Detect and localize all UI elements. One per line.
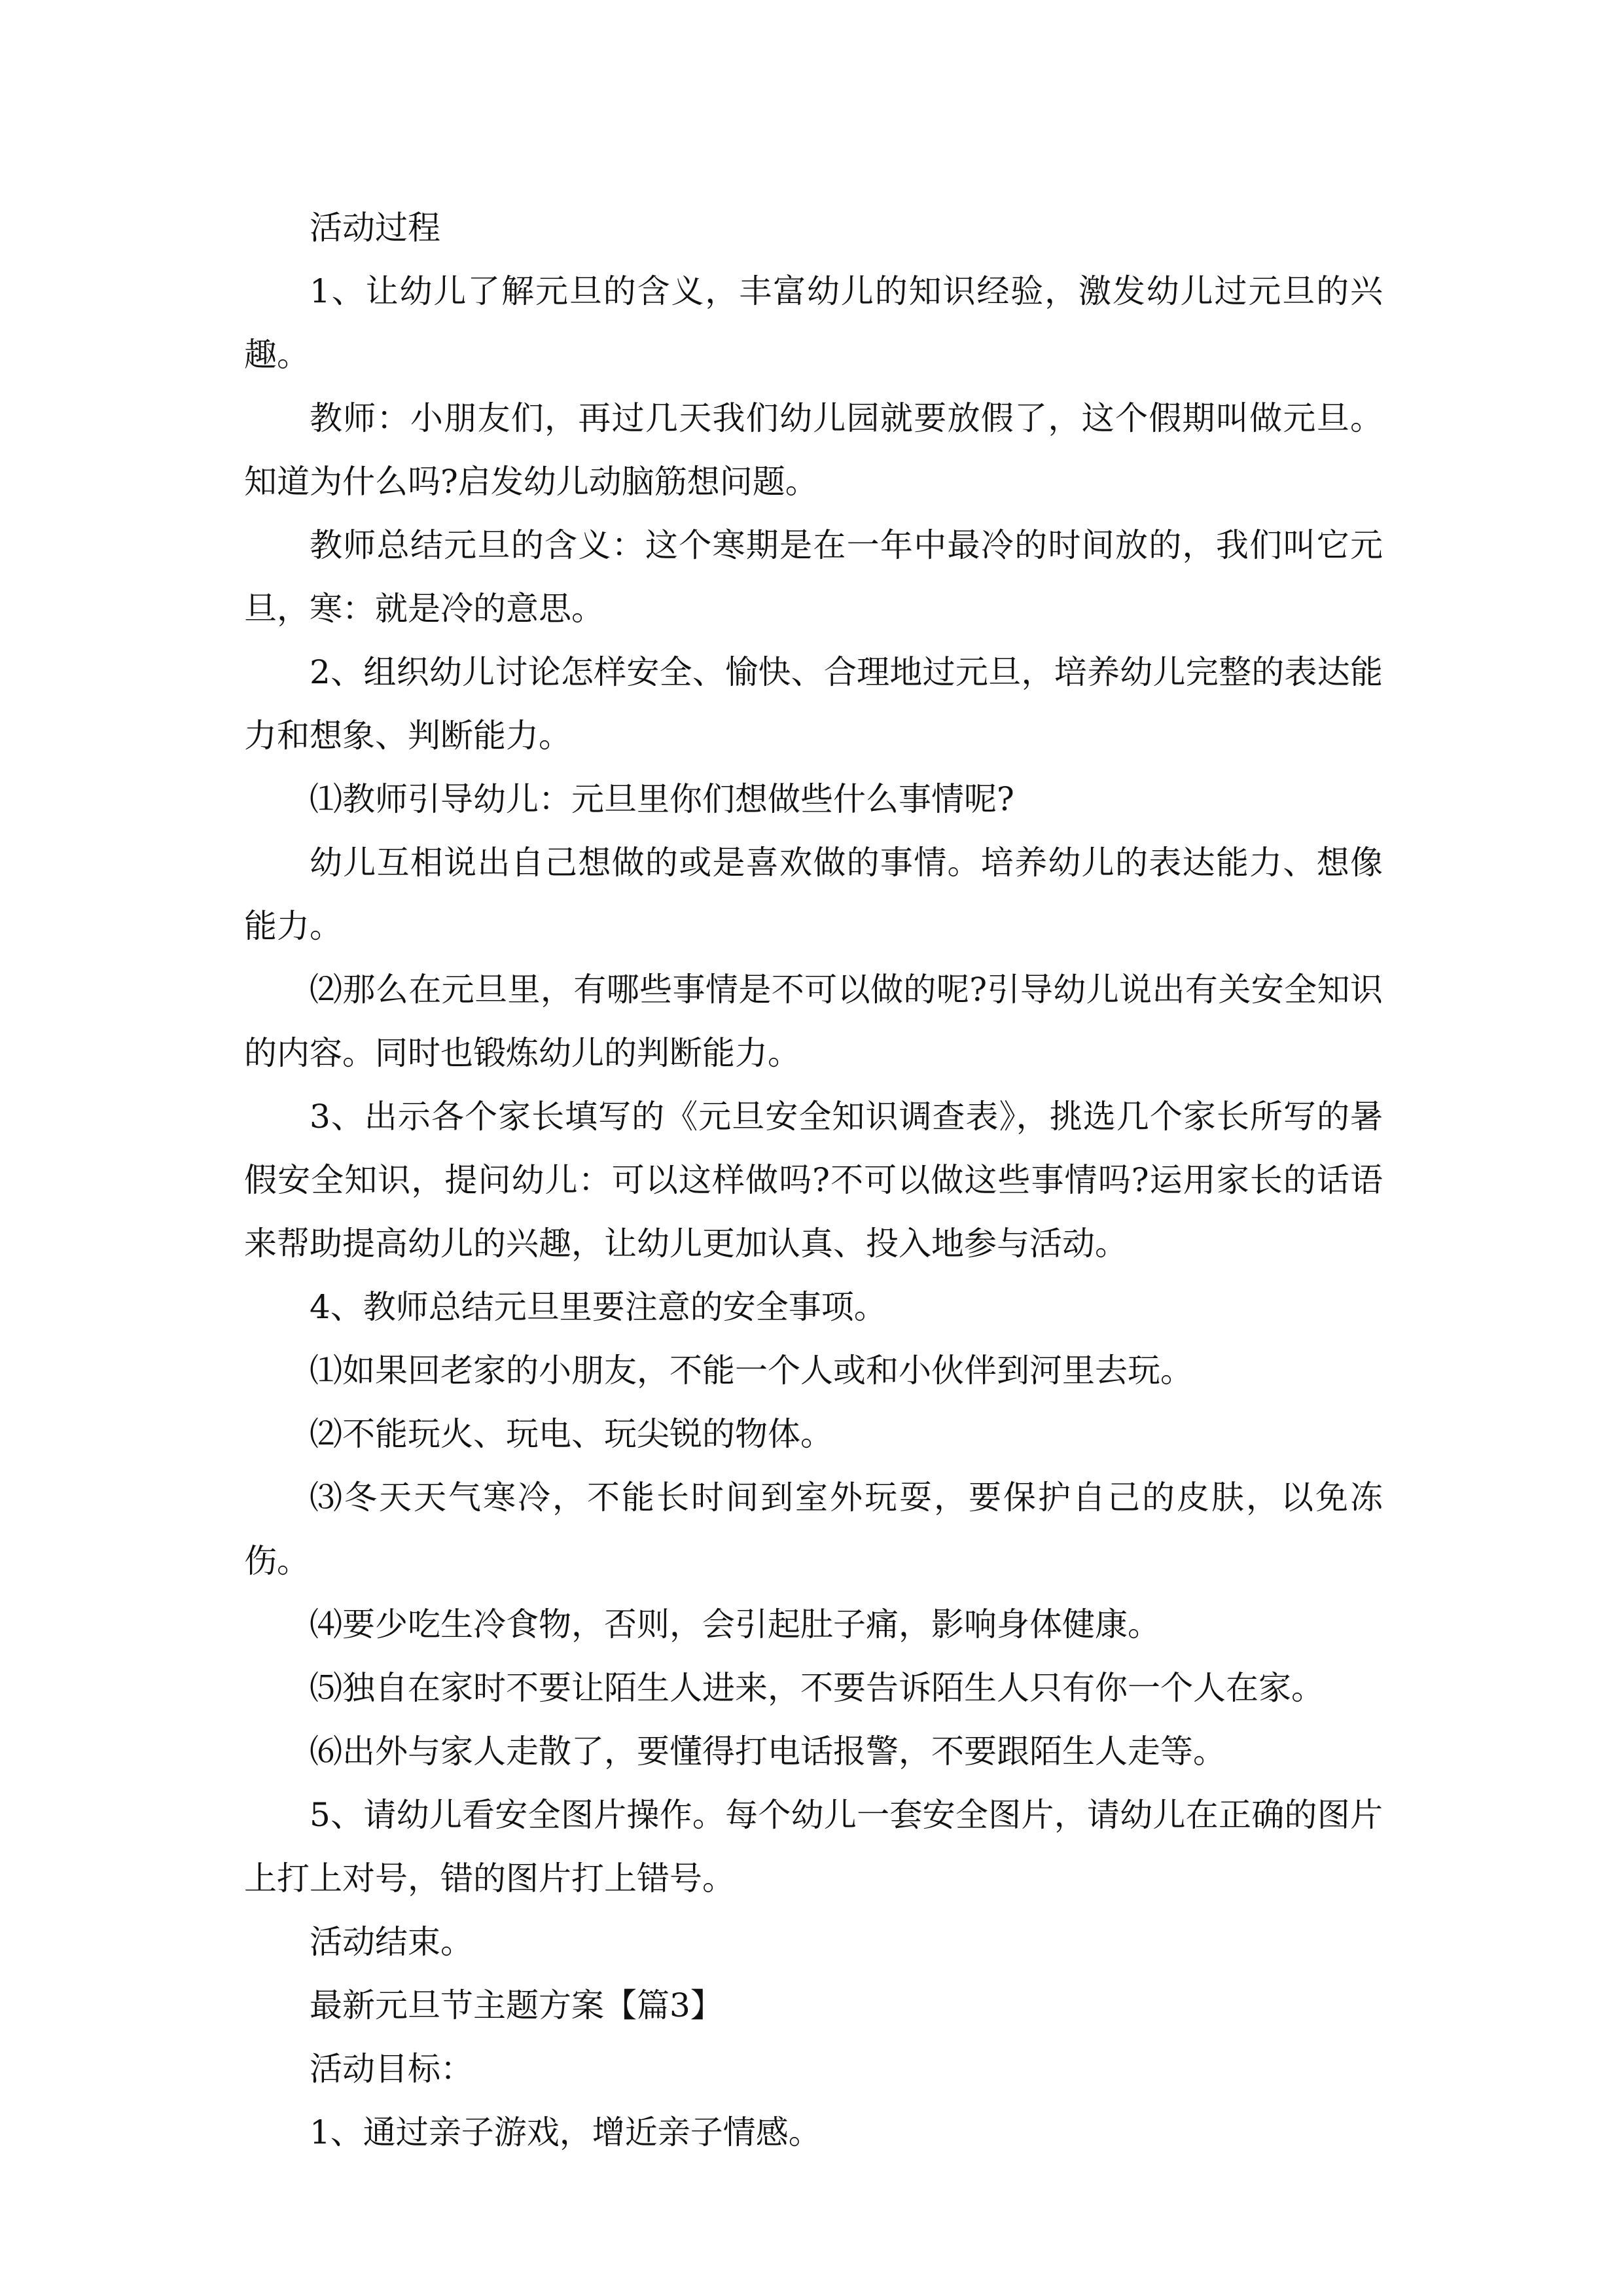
list-item-safety-1: ⑴如果回老家的小朋友，不能一个人或和小伙伴到河里去玩。 — [310, 1352, 1193, 1390]
paragraph-step-2: 2、组织幼儿讨论怎样安全、愉快、合理地过元旦，培养幼儿完整的表达能力和想象、判断能力。 — [244, 653, 1383, 755]
list-item-safety-3: ⑶冬天天气寒冷，不能长时间到室外玩耍，要保护自己的皮肤，以免冻伤。 — [244, 1479, 1383, 1580]
list-item-guide-question: ⑴教师引导幼儿：元旦里你们想做些什么事情呢? — [310, 780, 1014, 818]
section-heading-activity-goals: 活动目标： — [310, 2050, 473, 2088]
list-item-forbidden-things: ⑵那么在元旦里，有哪些事情是不可以做的呢?引导幼儿说出有关安全知识的内容。同时也锻炼幼儿的判断能力。 — [244, 971, 1383, 1072]
paragraph-children-share: 幼儿互相说出自己想做的或是喜欢做的事情。培养幼儿的表达能力、想像能力。 — [244, 844, 1383, 945]
list-item-safety-5: ⑸独自在家时不要让陌生人进来，不要告诉陌生人只有你一个人在家。 — [310, 1669, 1324, 1707]
paragraph-activity-end: 活动结束。 — [310, 1923, 473, 1961]
paragraph-goal-1: 1、通过亲子游戏，增近亲子情感。 — [310, 2113, 821, 2151]
paragraph-teacher-summary: 教师总结元旦的含义：这个寒期是在一年中最冷的时间放的，我们叫它元旦，寒：就是冷的意思。 — [244, 526, 1383, 628]
paragraph-teacher-intro: 教师：小朋友们，再过几天我们幼儿园就要放假了，这个假期叫做元旦。知道为什么吗?启发幼儿动脑筋想问题。 — [244, 399, 1383, 501]
paragraph-step-5: 5、请幼儿看安全图片操作。每个幼儿一套安全图片，请幼儿在正确的图片上打上对号，错的图片打上错号。 — [244, 1796, 1383, 1897]
paragraph-step-3: 3、出示各个家长填写的《元旦安全知识调查表》，挑选几个家长所写的暑假安全知识，提问幼儿：可以这样做吗?不可以做这些事情吗?运用家长的话语来帮助提高幼儿的兴趣，让幼儿更加认真、投入地参与活动。 — [244, 1098, 1383, 1263]
list-item-safety-2: ⑵不能玩火、玩电、玩尖锐的物体。 — [310, 1415, 833, 1453]
list-item-safety-6: ⑹出外与家人走散了，要懂得打电话报警，不要跟陌生人走等。 — [310, 1732, 1226, 1770]
paragraph-step-4: 4、教师总结元旦里要注意的安全事项。 — [310, 1288, 887, 1326]
section-heading-plan-3: 最新元旦节主题方案【篇3】 — [310, 1986, 723, 2024]
section-heading-activity-process: 活动过程 — [310, 209, 440, 247]
document-body — [244, 196, 1383, 2164]
paragraph-step-1: 1、让幼儿了解元旦的含义，丰富幼儿的知识经验，激发幼儿过元旦的兴趣。 — [244, 272, 1383, 374]
list-item-safety-4: ⑷要少吃生冷食物，否则，会引起肚子痛，影响身体健康。 — [310, 1605, 1160, 1643]
